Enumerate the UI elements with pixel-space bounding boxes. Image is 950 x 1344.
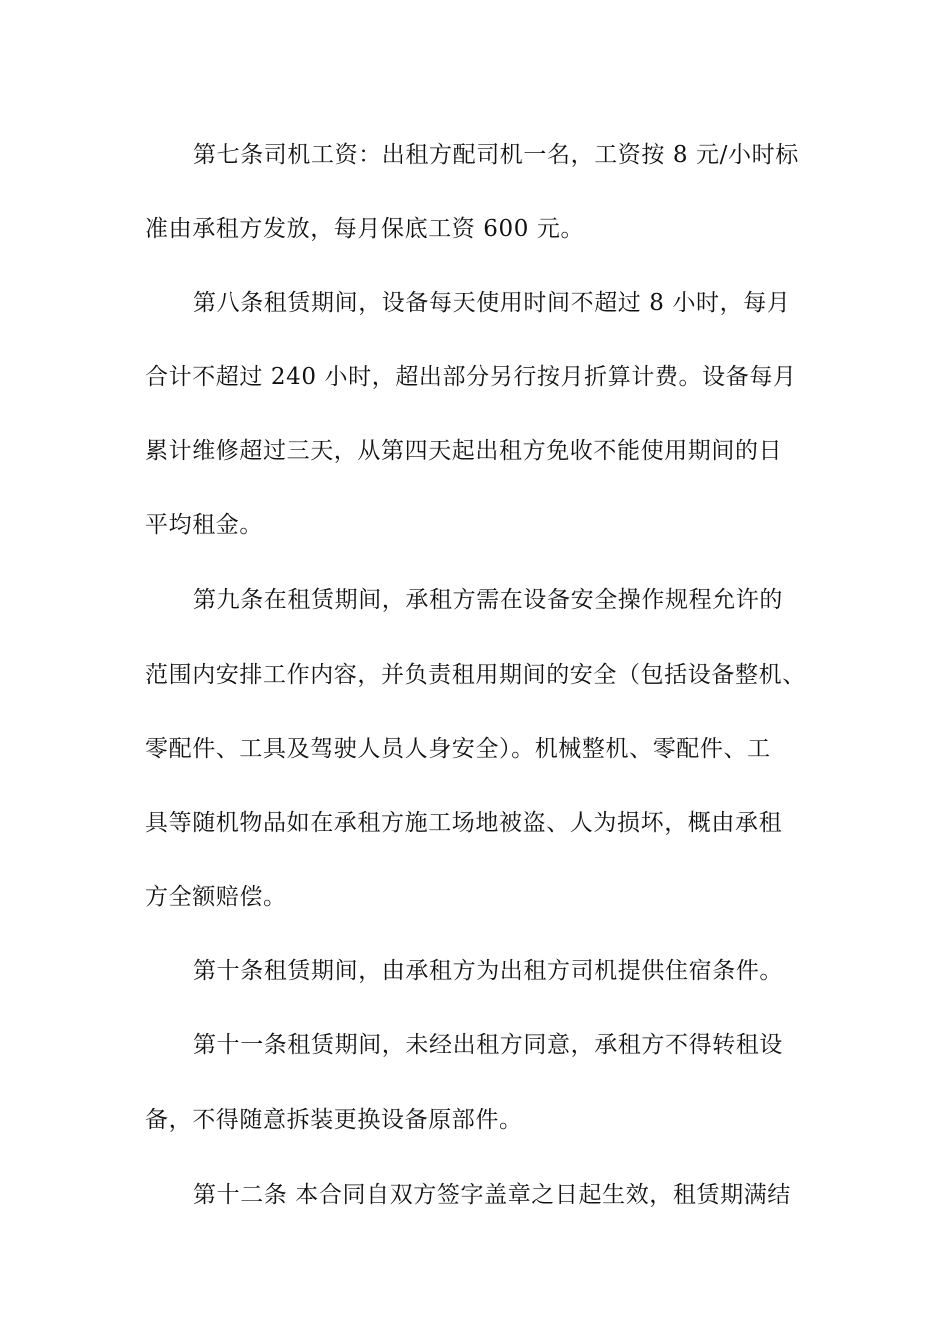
- paragraph-line: 第十二条 本合同自双方签字盖章之日起生效，租赁期满结: [193, 1182, 791, 1208]
- paragraph-line: 第九条在租赁期间，承租方需在设备安全操作规程允许的: [193, 587, 783, 613]
- paragraph-line: 范围内安排工作内容，并负责租用期间的安全（包括设备整机、: [145, 662, 806, 688]
- paragraph-line: 第七条司机工资：出租方配司机一名，工资按 8 元/小时标: [193, 142, 799, 168]
- paragraph-line: 平均租金。: [145, 512, 263, 538]
- paragraph-line: 合计不超过 240 小时，超出部分另行按月折算计费。设备每月: [145, 364, 797, 390]
- paragraph-line: 第八条租赁期间，设备每天使用时间不超过 8 小时，每月: [193, 290, 791, 316]
- paragraph-line: 累计维修超过三天，从第四天起出租方免收不能使用期间的日: [145, 438, 783, 464]
- paragraph-line: 备，不得随意拆装更换设备原部件。: [145, 1107, 523, 1133]
- paragraph-line: 准由承租方发放，每月保底工资 600 元。: [145, 216, 585, 242]
- paragraph-line: 具等随机物品如在承租方施工场地被盗、人为损坏，概由承租: [145, 810, 783, 836]
- paragraph-line: 第十条租赁期间，由承租方为出租方司机提供住宿条件。: [193, 958, 783, 984]
- paragraph-line: 第十一条租赁期间，未经出租方同意，承租方不得转租设: [193, 1032, 783, 1058]
- paragraph-line: 零配件、工具及驾驶人员人身安全）。机械整机、零配件、工: [145, 736, 771, 762]
- paragraph-line: 方全额赔偿。: [145, 884, 287, 910]
